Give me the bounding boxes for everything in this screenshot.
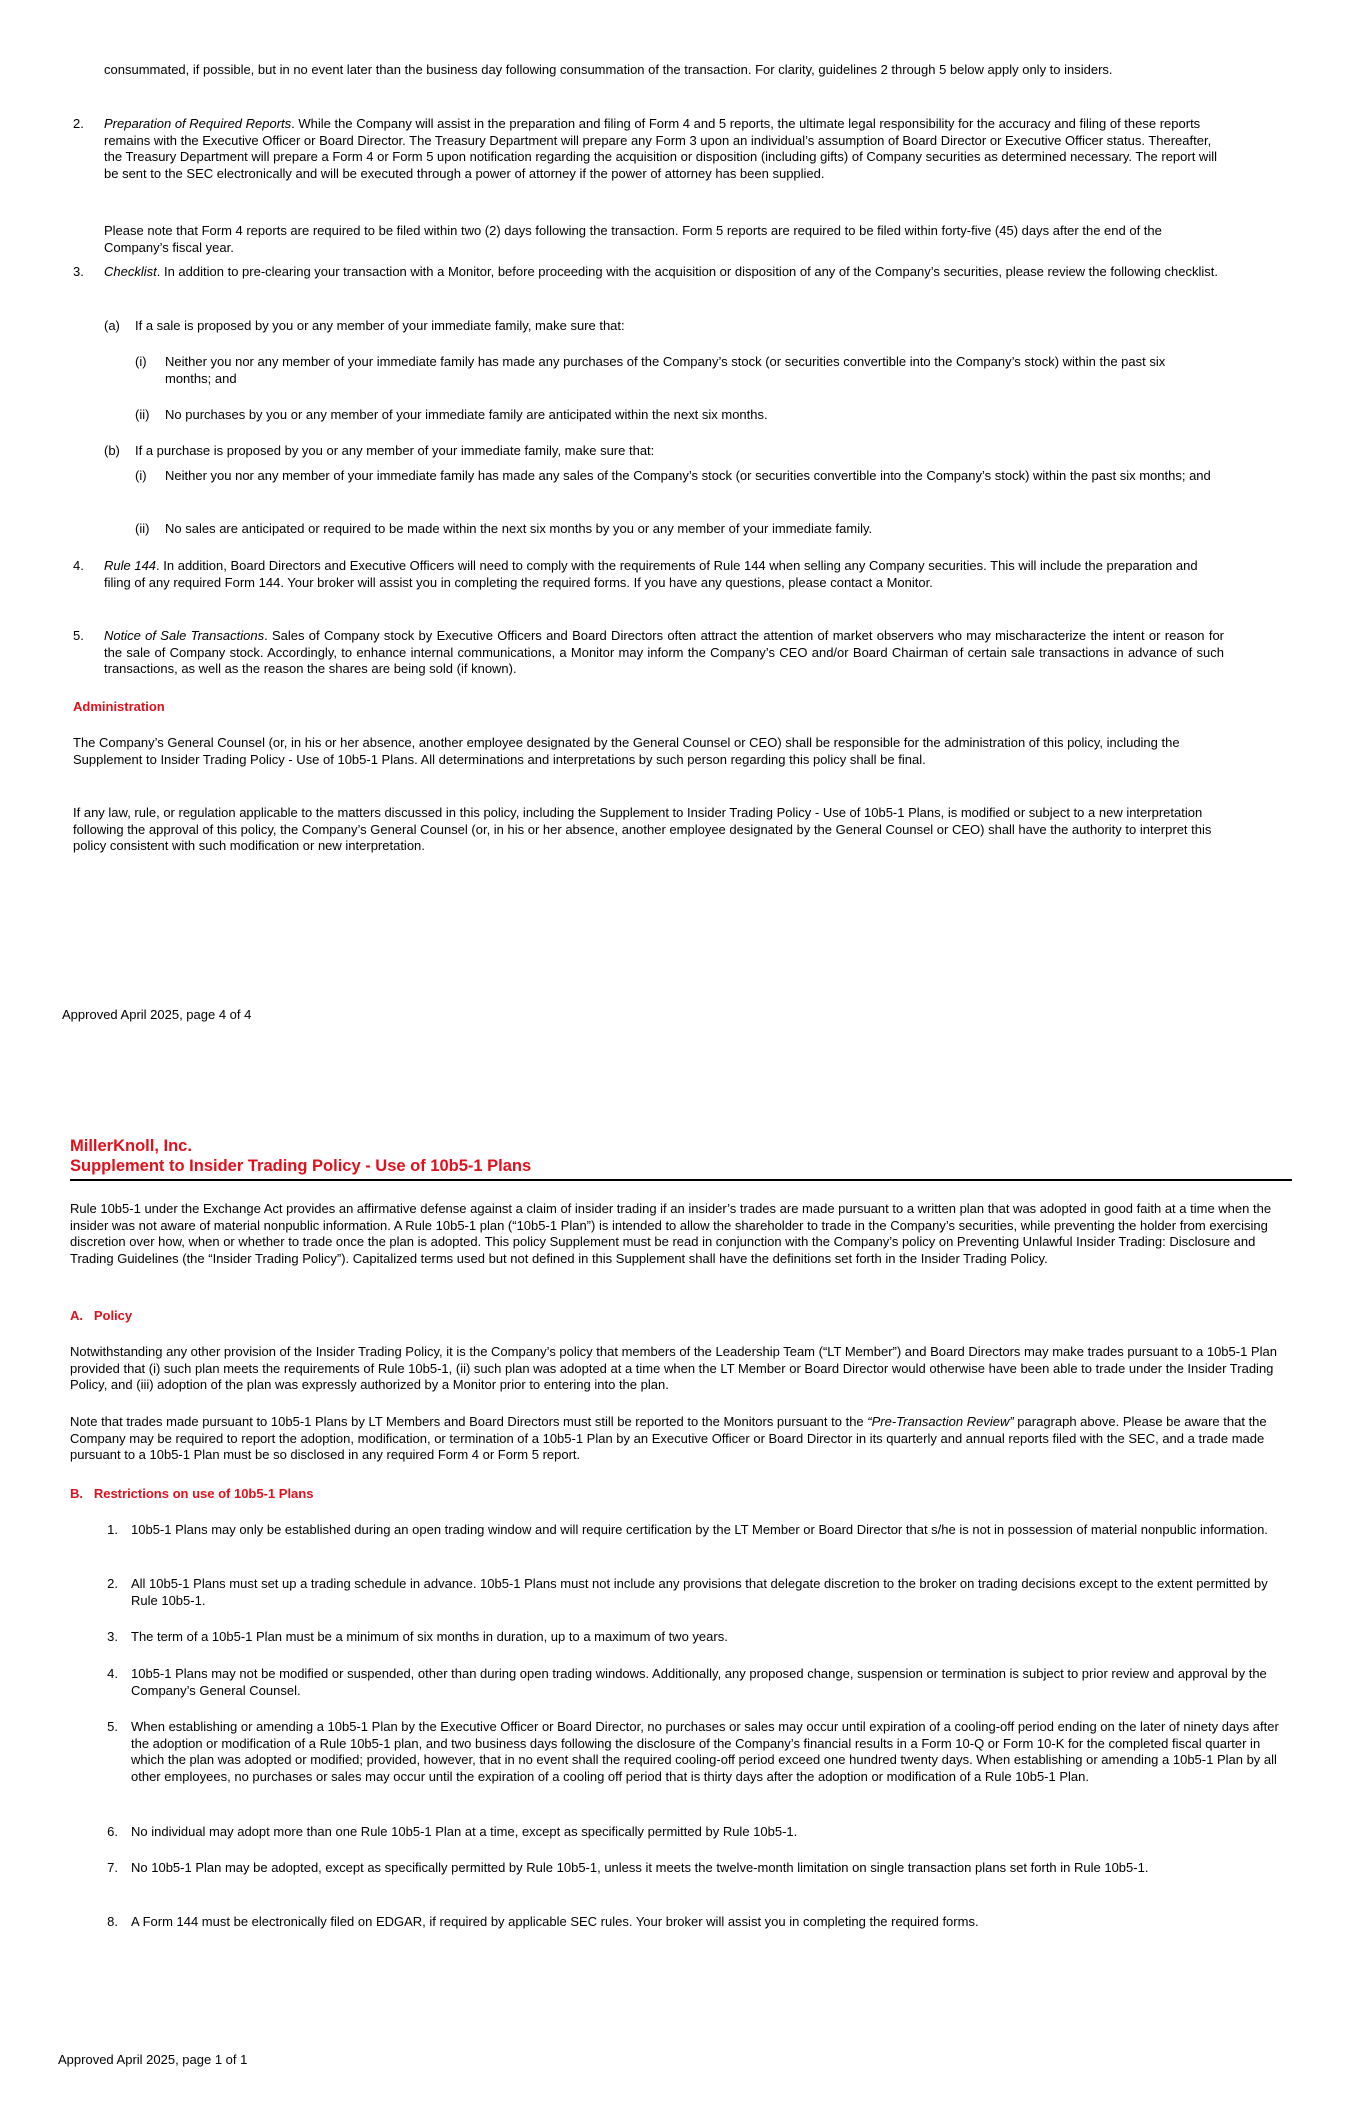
restriction-number: 5. xyxy=(107,1719,118,1734)
item-text: . In addition to pre-clearing your transaction with a Monitor, before proceeding with the acquisition or disposition of any of the Company’s securities, please review the following checklist. xyxy=(156,264,1219,279)
administration-paragraph: If any law, rule, or regulation applicable to the matters discussed in this policy, including the Supplement to Insider Trading Policy - Use of 10b5-1 Plans, is modified or subject to a new interpretation following the approval of this policy, the Company’s General Counsel (or, in his or her absence, another employee designated by the General Counsel or CEO) shall have the authority to interpret this policy consistent with such modification or new interpretation. xyxy=(73,805,1212,853)
item-number: 2. xyxy=(73,116,84,131)
intro-paragraph: Rule 10b5-1 under the Exchange Act provides an affirmative defense against a claim of insider trading if an insider’s trades are made pursuant to a written plan that was adopted in good faith at a time when the insider was not aware of material nonpublic information. A Rule 10b5-1 plan (“10b5-1 Plan”) is intended to allow the shareholder to trade in the Company’s securities, while preventing the holder from exercising discretion over how, when or whether to trade once the plan is adopted. This policy Supplement must be read in conjunction with the Company’s policy on Preventing Unlawful Insider Trading: Disclosure and Trading Guidelines (the “Insider Trading Policy”). Capitalized terms used but not defined in this Supplement shall have the definitions set forth in the Insider Trading Policy. xyxy=(70,1201,1272,1266)
restriction-item: When establishing or amending a 10b5-1 Plan by the Executive Officer or Board Director, no purchases or sales may occur until expiration of a cooling-off period ending on the later of ninety days after the adoption or modification of a Rule 10b5-1 plan, and two business days following the disclosure of the Company’s financial results in a Form 10-Q or Form 10-K for the completed fiscal quarter in which the plan was adopted or modified; provided, however, that in no event shall the required cooling-off period exceed one hundred twenty days. When establishing or amending a 10b5-1 Plan by all other employees, no purchases or sales may occur until the expiration of a cooling off period that is thirty days after the adoption or modification of a Rule 10b5-1 Plan. xyxy=(131,1719,1279,1784)
restriction-item: The term of a 10b5-1 Plan must be a minimum of six months in duration, up to a maximum of two years. xyxy=(131,1629,728,1644)
subitem-sale: If a sale is proposed by you or any member of your immediate family, make sure that: xyxy=(135,318,625,333)
policy-paragraph: Notwithstanding any other provision of the Insider Trading Policy, it is the Company’s policy that members of the Leadership Team (“LT Member”) and Board Directors may make trades pursuant to a 10b5-1 Plan provided that (i) such plan meets the requirements of Rule 10b5-1, (ii) such plan was adopted at a time when the LT Member or Board Director would otherwise have been able to trade under the Insider Trading Policy, and (iii) adoption of the plan was expressly authorized by a Monitor prior to entering into the plan. xyxy=(70,1344,1277,1392)
section-a-heading: A. Policy xyxy=(70,1308,133,1323)
page-footer: Approved April 2025, page 4 of 4 xyxy=(62,1007,252,1022)
restriction-item: A Form 144 must be electronically filed on EDGAR, if required by applicable SEC rules. Your broker will assist you in completing the required forms. xyxy=(131,1914,979,1929)
restriction-item: No 10b5-1 Plan may be adopted, except as specifically permitted by Rule 10b5-1, unless it meets the twelve-month limitation on single transaction plans set forth in Rule 10b5-1. xyxy=(131,1860,1149,1875)
policy-page-4 xyxy=(0,0,1365,1040)
subitem-label: (a) xyxy=(104,318,120,333)
subitem-purchase: If a purchase is proposed by you or any member of your immediate family, make sure that: xyxy=(135,443,655,458)
item-heading: Checklist xyxy=(104,264,157,279)
subitem-label: (i) xyxy=(135,354,147,369)
restriction-number: 7. xyxy=(107,1860,118,1875)
restriction-item: 10b5-1 Plans may only be established during an open trading window and will require certification by the LT Member or Board Director that s/he is not in possession of material nonpublic information. xyxy=(131,1522,1268,1537)
filing-deadline-note: Please note that Form 4 reports are required to be filed within two (2) days following the transaction. Form 5 reports are required to be filed within forty-five (45) days after the end of the Company’s fiscal year. xyxy=(104,223,1162,255)
item-text: . Sales of Company stock by Executive Officers and Board Directors often attract the attention of market observers who may mischaracterize the intent or reason for the sale of Company stock. Accordingly, to enhance internal communications, a Monitor may inform the Company’s CEO and/or Board Chairman of certain sale transactions in advance of such transactions, as well as the reason the shares are being sold (if known). xyxy=(104,628,1224,676)
administration-heading: Administration xyxy=(73,699,165,714)
section-b-heading: B. Restrictions on use of 10b5-1 Plans xyxy=(70,1486,314,1501)
restriction-number: 8. xyxy=(107,1914,118,1929)
restriction-item: No individual may adopt more than one Rule 10b5-1 Plan at a time, except as specifically permitted by Rule 10b5-1. xyxy=(131,1824,798,1839)
supplement-page xyxy=(0,1040,1365,2110)
subitem-label: (i) xyxy=(135,468,147,483)
checklist-condition: No sales are anticipated or required to be made within the next six months by you or any member of your immediate family. xyxy=(165,521,873,536)
restriction-number: 6. xyxy=(107,1824,118,1839)
item-text: . While the Company will assist in the preparation and filing of Form 4 and 5 reports, the ultimate legal responsibility for the accuracy and filing of these reports remains with the Executive Officer or Board Director. The Treasury Department will prepare any Form 3 upon an individual’s assumption of Board Director or Executive Officer status. Thereafter, the Treasury Department will prepare a Form 4 or Form 5 upon notification regarding the acquisition or disposition (including gifts) of Company securities as determined necessary. The report will be sent to the SEC electronically and will be executed through a power of attorney if the power of attorney has been supplied. xyxy=(104,116,1217,181)
item-preparation-of-reports xyxy=(104,116,1224,182)
policy-text: Note that trades made pursuant to 10b5-1 Plans by LT Members and Board Directors must still be reported to the Monitors pursuant to the xyxy=(70,1414,868,1429)
item-heading: Notice of Sale Transactions xyxy=(104,628,265,643)
restriction-item: All 10b5-1 Plans must set up a trading schedule in advance. 10b5-1 Plans must not include any provisions that delegate discretion to the broker on trading decisions except to the extent permitted by Rule 10b5-1. xyxy=(131,1576,1268,1608)
restriction-number: 3. xyxy=(107,1629,118,1644)
item-heading: Rule 144 xyxy=(104,558,157,573)
checklist-condition: No purchases by you or any member of your immediate family are anticipated within the next six months. xyxy=(165,407,768,422)
item-checklist xyxy=(104,264,1224,281)
policy-text: paragraph above. Please be aware that the Company may be required to report the adoption, modification, or termination of a 10b5-1 Plan by an Executive Officer or Board Director in its quarterly and annual reports filed with the SEC, and a trade made pursuant to a 10b5-1 Plan must be so disclosed in any required Form 4 or Form 5 report. xyxy=(70,1414,1267,1462)
item-number: 4. xyxy=(73,558,84,573)
subitem-label: (b) xyxy=(104,443,120,458)
item-number: 3. xyxy=(73,264,84,279)
page-footer: Approved April 2025, page 1 of 1 xyxy=(58,2052,248,2067)
checklist-condition: Neither you nor any member of your immediate family has made any purchases of the Company’s stock (or securities convertible into the Company’s stock) within the past six months; and xyxy=(165,354,1166,386)
administration-paragraph: The Company’s General Counsel (or, in his or her absence, another employee designated by the General Counsel or CEO) shall be responsible for the administration of this policy, including the Supplement to Insider Trading Policy - Use of 10b5-1 Plans. All determinations and interpretations by such person regarding this policy shall be final. xyxy=(73,735,1180,767)
page-title: Supplement to Insider Trading Policy - Use of 10b5-1 Plans xyxy=(70,1157,532,1175)
title-divider xyxy=(70,1179,1292,1181)
company-name: MillerKnoll, Inc. xyxy=(70,1137,192,1155)
checklist-condition: Neither you nor any member of your immediate family has made any sales of the Company’s stock (or securities convertible into the Company’s stock) within the past six months; and xyxy=(165,468,1211,483)
restriction-item: 10b5-1 Plans may not be modified or suspended, other than during open trading windows. Additionally, any proposed change, suspension or termination is subject to prior review and approval by the Company’s General Counsel. xyxy=(131,1666,1267,1698)
item-text: . In addition, Board Directors and Executive Officers will need to comply with the requirements of Rule 144 when selling any Company securities. This will include the preparation and filing of any required Form 144. Your broker will assist you in completing the required forms. If you have any questions, please contact a Monitor. xyxy=(104,558,1198,590)
item-notice-of-sale xyxy=(104,628,1224,678)
policy-reference: “Pre-Transaction Review” xyxy=(867,1414,1014,1429)
subitem-label: (ii) xyxy=(135,521,150,536)
item-rule-144 xyxy=(104,558,1224,591)
restriction-number: 4. xyxy=(107,1666,118,1681)
item-heading: Preparation of Required Reports xyxy=(104,116,292,131)
restriction-number: 1. xyxy=(107,1522,118,1537)
continued-paragraph: consummated, if possible, but in no event later than the business day following consummation of the transaction. For clarity, guidelines 2 through 5 below apply only to insiders. xyxy=(104,62,1113,77)
item-number: 5. xyxy=(73,628,84,643)
restriction-number: 2. xyxy=(107,1576,118,1591)
policy-paragraph xyxy=(70,1414,1292,1464)
subitem-label: (ii) xyxy=(135,407,150,422)
